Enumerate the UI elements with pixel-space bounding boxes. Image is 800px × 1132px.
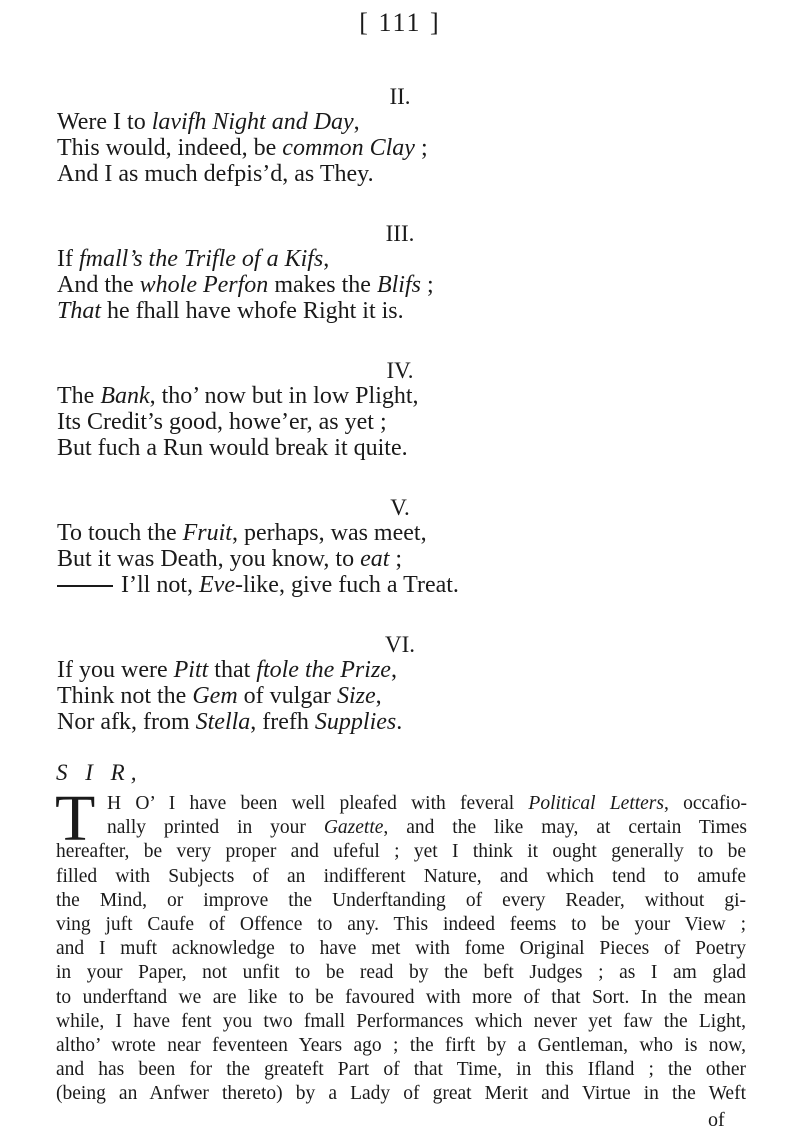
text-run: -like, give fuch a Treat. bbox=[234, 572, 459, 598]
verse-line bbox=[57, 247, 329, 271]
text-run: ; bbox=[414, 135, 428, 161]
verse-line bbox=[57, 436, 408, 460]
text-run: And the bbox=[57, 272, 140, 298]
text-run: in your Paper, not unfit to be read by the beft Judges ; as I am glad bbox=[56, 962, 746, 984]
italic-text: Gem bbox=[192, 683, 238, 709]
text-run: while, I have fent you two fmall Performances which never yet faw the Light, bbox=[56, 1010, 746, 1032]
text-run: , frefh bbox=[250, 709, 315, 735]
em-dash-rule bbox=[57, 585, 113, 587]
text-run: And I as much defpis’d, as They. bbox=[57, 161, 374, 187]
italic-text: fmall’s the Trifle of a Kifs bbox=[78, 246, 324, 272]
verse-line bbox=[57, 384, 419, 408]
italic-text: common Clay bbox=[282, 135, 415, 161]
stanza-numeral: VI. bbox=[384, 632, 416, 657]
letter-line bbox=[107, 794, 747, 814]
text-run: ; bbox=[389, 546, 403, 572]
text-run: and has been for the greateft Part of that Time, in this Ifland ; the other bbox=[56, 1059, 746, 1081]
text-run: of vulgar bbox=[237, 683, 337, 709]
verse-line bbox=[57, 273, 434, 297]
letter-line bbox=[56, 915, 746, 935]
italic-text: Gazette bbox=[323, 817, 384, 839]
letter-line bbox=[56, 1084, 746, 1104]
text-run: , bbox=[390, 657, 397, 683]
text-run: To touch the bbox=[57, 520, 183, 546]
italic-text: whole Perfon bbox=[139, 272, 269, 298]
text-run: to underftand we are like to be favoured with more of that Sort. In the mean bbox=[56, 986, 746, 1008]
text-run: , bbox=[353, 109, 360, 135]
text-run: , and the like may, at certain Times bbox=[383, 817, 747, 839]
stanza-numeral: IV. bbox=[386, 358, 414, 383]
text-run: The bbox=[57, 383, 101, 409]
text-run: ; bbox=[420, 272, 434, 298]
italic-text: Bank bbox=[100, 383, 150, 409]
text-run: he fhall have whofe Right it is. bbox=[101, 298, 404, 324]
verse-line bbox=[57, 573, 459, 597]
letter-line bbox=[56, 939, 746, 959]
letter-salutation: S I R, bbox=[56, 760, 143, 785]
letter-line bbox=[56, 963, 746, 983]
stanza-numeral: V. bbox=[390, 495, 410, 520]
text-run: I’ll not, bbox=[121, 572, 199, 598]
italic-text: Fruit bbox=[182, 520, 232, 546]
page-number: [ 111 ] bbox=[359, 8, 441, 37]
drop-cap: T bbox=[55, 782, 96, 855]
italic-text: Supplies bbox=[314, 709, 397, 735]
letter-line bbox=[56, 891, 746, 911]
text-run: nally printed in your bbox=[107, 817, 324, 839]
letter-line bbox=[56, 1060, 746, 1080]
verse-line bbox=[57, 162, 374, 186]
text-run: that bbox=[208, 657, 257, 683]
text-run: But fuch a Run would break it quite. bbox=[57, 435, 408, 461]
text-run: , perhaps, was meet, bbox=[231, 520, 427, 546]
stanza-numeral: II. bbox=[389, 84, 411, 109]
text-run: filled with Subjects of an indifferent Nature, and which tend to amufe bbox=[56, 865, 746, 887]
verse-line bbox=[57, 658, 397, 682]
italic-text: lavifh Night and Day bbox=[151, 109, 354, 135]
verse-line bbox=[57, 521, 427, 545]
verse-line bbox=[57, 547, 402, 571]
italic-text: Pitt bbox=[173, 657, 209, 683]
text-run: . bbox=[396, 709, 403, 735]
letter-line bbox=[107, 818, 747, 838]
text-run: (being an Anfwer thereto) by a Lady of great Merit and Virtue in the Weft bbox=[56, 1083, 746, 1105]
letter-line bbox=[56, 842, 746, 862]
verse-line bbox=[57, 110, 360, 134]
text-run: makes the bbox=[268, 272, 377, 298]
italic-text: Eve bbox=[199, 572, 235, 598]
stanza-numeral: III. bbox=[385, 221, 415, 246]
text-run: Its Credit’s good, howe’er, as yet ; bbox=[57, 409, 387, 435]
text-run: , bbox=[375, 683, 382, 709]
text-run: , bbox=[323, 246, 330, 272]
text-run: If you were bbox=[57, 657, 174, 683]
text-run: But it was Death, you know, to bbox=[57, 546, 361, 572]
letter-line bbox=[56, 867, 746, 887]
text-run: Nor afk, from bbox=[57, 709, 196, 735]
text-run: and I muft acknowledge to have met with fome Original Pieces of Poetry bbox=[56, 938, 746, 960]
italic-text: eat bbox=[360, 546, 390, 572]
verse-line bbox=[57, 710, 402, 734]
verse-line bbox=[57, 136, 428, 160]
letter-line bbox=[56, 1036, 746, 1056]
text-run: the Mind, or improve the Underftanding of every Reader, without gi- bbox=[56, 889, 746, 911]
italic-text: That bbox=[57, 298, 102, 324]
text-run: , tho’ now but in low Plight, bbox=[149, 383, 419, 409]
text-run: Were I to bbox=[57, 109, 152, 135]
text-run: If bbox=[57, 246, 79, 272]
letter-line bbox=[56, 988, 746, 1008]
italic-text: Political Letters bbox=[528, 793, 664, 814]
letter-line bbox=[56, 1012, 746, 1032]
verse-line bbox=[57, 684, 382, 708]
catchword: of bbox=[708, 1108, 725, 1131]
italic-text: Size bbox=[336, 683, 376, 709]
italic-text: ftole the Prize bbox=[256, 657, 391, 683]
text-run: altho’ wrote near feventeen Years ago ; the firft by a Gentleman, who is now, bbox=[56, 1035, 746, 1056]
italic-text: Blifs bbox=[376, 272, 421, 298]
verse-line bbox=[57, 410, 387, 434]
text-run: Think not the bbox=[57, 683, 193, 709]
italic-text: Stella bbox=[195, 709, 251, 735]
verse-line bbox=[57, 299, 404, 323]
text-run: H O’ I have been well pleafed with feveral bbox=[107, 793, 529, 814]
text-run: This would, indeed, be bbox=[57, 135, 283, 161]
text-run: , occafio- bbox=[664, 793, 748, 814]
text-run: ving juft Caufe of Offence to any. This indeed feems to be your View ; bbox=[56, 914, 746, 935]
text-run: hereafter, be very proper and ufeful ; yet I think it ought generally to be bbox=[56, 841, 746, 863]
